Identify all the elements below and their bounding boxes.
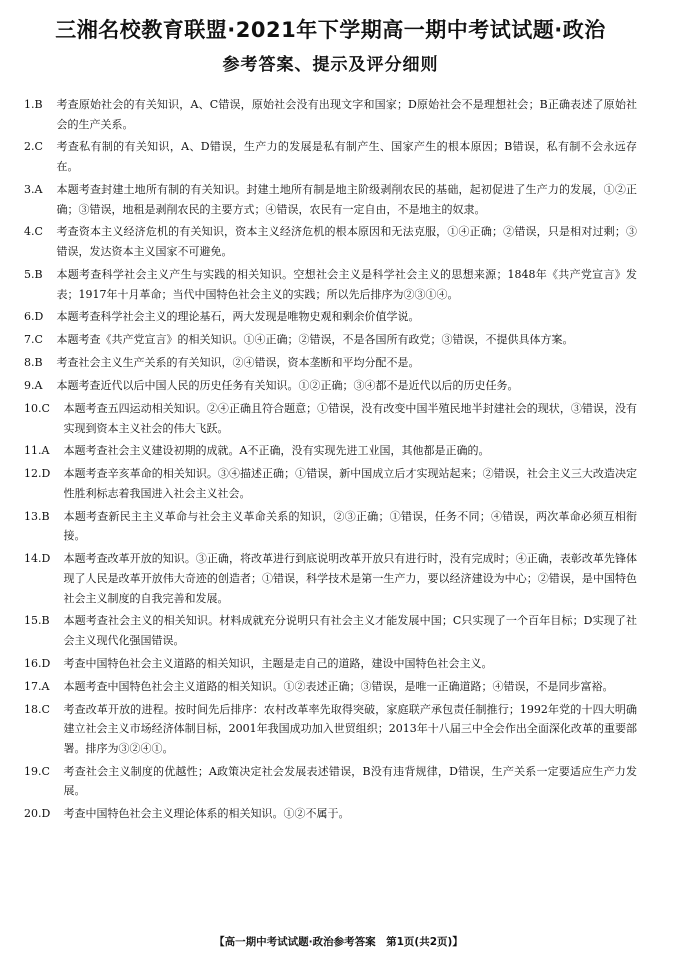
question-number: 5. [24,267,35,281]
answer-letter: C [41,401,50,415]
question-number: 12. [24,467,42,481]
page-title: 三湘名校教育联盟·2021年下学期高一期中考试试题·政治 [55,18,606,42]
explanation-text: 本题考查五四运动相关知识。②④正确且符合题意；①错误，没有改变中国半殖民地半封建社会的现状，③错误，没有实现到资本主义社会的伟大飞跃。 [63,401,637,435]
explanation-text: 本题考查社会主义的相关知识。材料成就充分说明只有社会主义才能发展中国；C只实现了一个百年目标；D实现了社会主义现代化强国错误。 [63,614,637,647]
answer-item [24,376,637,396]
explanation-text: 本题考查中国特色社会主义道路的相关知识。①②表述正确；③错误，是唯一正确道路；④错误，不是同步富裕。 [63,679,614,693]
question-number: 6. [24,310,35,324]
answer-letter: C [41,702,50,716]
explanation-text: 本题考查科学社会主义产生与实践的相关知识。空想社会主义是科学社会主义的思想来源；1848年《共产党宣言》发表；1917年十月革命；当代中国特色社会主义的实践；所以先后排序为②③①④。 [56,267,637,301]
answer-item [24,180,637,219]
answer-item [24,307,637,327]
answer-letter: B [41,509,50,523]
answer-item [24,441,637,461]
answer-letter: C [34,333,43,347]
answer-item [24,654,637,674]
explanation-text: 本题考查封建土地所有制的有关知识。封建土地所有制是地主阶级剥削农民的基础，起初促进了生产力的发展，①②正确；③错误，地租是剥削农民的主要方式；④错误，农民有一定自由，不是地主的奴隶。 [56,182,637,216]
explanation-text: 考查中国特色社会主义道路的相关知识，主题是走自己的道路，建设中国特色社会主义。 [63,656,493,670]
answer-letter: B [34,267,43,281]
explanation-text: 考查社会主义生产关系的有关知识，②④错误，资本垄断和平均分配不是。 [56,356,420,370]
explanation-text: 本题考查新民主主义革命与社会主义革命关系的知识，②③正确；①错误，任务不同；④错误，两次革命必须互相衔接。 [63,509,637,543]
answer-item [24,265,637,304]
question-number: 10. [24,401,42,415]
question-number: 4. [24,225,35,239]
question-number: 7. [24,333,35,347]
answer-item [24,611,637,650]
answer-item [24,222,637,261]
explanation-text: 考查原始社会的有关知识，A、C错误，原始社会没有出现文字和国家；D原始社会不是理想社会；B正确表述了原始社会的生产关系。 [56,98,637,131]
question-number: 20. [24,807,42,821]
answer-item [24,330,637,350]
answer-letter: B [41,614,50,628]
answer-letter: B [34,98,43,111]
explanation-text: 考查资本主义经济危机的有关知识，资本主义经济危机的根本原因和无法克服，①④正确；②错误，只是相对过剩；③错误，发达资本主义国家不可避免。 [56,225,637,259]
explanation-text: 本题考查社会主义建设初期的成就。A不正确，没有实现先进工业国，其他都是正确的。 [63,444,490,458]
answer-letter: C [34,140,43,154]
answer-letter: A [34,379,43,393]
question-number: 16. [24,656,42,670]
answer-item [24,700,637,759]
answer-item [24,804,637,824]
answer-list [24,95,637,824]
question-number: 15. [24,614,42,628]
answer-item [24,507,637,546]
question-number: 8. [24,356,35,370]
question-number: 17. [24,679,42,693]
explanation-text: 考查私有制的有关知识，A、D错误，生产力的发展是私有制产生、国家产生的根本原因；B错误，私有制不会永远存在。 [56,140,637,174]
question-number: 3. [24,182,35,196]
answer-letter: B [34,356,43,370]
question-number: 19. [24,764,42,778]
answer-letter: D [41,467,51,481]
answer-letter: A [34,182,43,196]
explanation-text: 考查改革开放的进程。按时间先后排序：农村改革率先取得突破，家庭联产承包责任制推行；1992年党的十四大明确建立社会主义市场经济体制目标，2001年我国成功加入世贸组织；2013年十八届三中全会作出全面深化改革的重要部署。排序为③②④①。 [63,702,637,755]
question-number: 11. [24,444,42,458]
explanation-text: 本题考查科学社会主义的理论基石，两大发现是唯物史观和剩余价值学说。 [56,310,420,324]
question-number: 18. [24,702,42,716]
page-footer: 【高一期中考试试题·政治参考答案 第1页(共2页)】 [214,936,463,948]
answer-letter: C [41,764,50,778]
answer-letter: D [41,656,51,670]
question-number: 2. [24,140,35,154]
answer-item [24,399,637,438]
answer-item [24,95,637,134]
explanation-text: 本题考查改革开放的知识。③正确，将改革进行到底说明改革开放只有进行时，没有完成时；④正确，表彰改革先锋体现了人民是改革开放伟大奇迹的创造者；①错误，科学技术是第一生产力，要以经济建设为中心；②错误，是中国特色社会主义制度的自我完善和发展。 [63,552,637,605]
page-subtitle: 参考答案、提示及评分细则 [222,55,439,75]
answer-letter: C [34,225,43,239]
question-number: 13. [24,509,42,523]
question-number: 1. [24,98,35,111]
explanation-text: 本题考查近代以后中国人民的历史任务有关知识。①②正确；③④都不是近代以后的历史任务。 [56,379,519,393]
answer-letter: D [41,807,51,821]
explanation-text: 本题考查辛亥革命的相关知识。③④描述正确；①错误，新中国成立后才实现站起来；②错误，社会主义三大改造决定性胜利标志着我国进入社会主义社会。 [63,467,637,500]
answer-item [24,677,637,697]
answer-item [24,762,637,801]
answer-letter: A [41,444,50,458]
answer-letter: A [41,679,50,693]
answer-item [24,549,637,608]
answer-item [24,464,637,503]
question-number: 9. [24,379,35,393]
answer-letter: D [34,310,44,324]
answer-letter: D [41,552,51,566]
explanation-text: 考查中国特色社会主义理论体系的相关知识。①②不属于。 [63,807,350,821]
answer-item [24,353,637,373]
answer-item [24,137,637,176]
question-number: 14. [24,552,42,566]
explanation-text: 考查社会主义制度的优越性；A政策决定社会发展表述错误，B没有违背规律，D错误，生产关系一定要适应生产力发展。 [63,764,637,798]
explanation-text: 本题考查《共产党宣言》的相关知识。①④正确；②错误，不是各国所有政党；③错误，不提供具体方案。 [56,333,574,347]
